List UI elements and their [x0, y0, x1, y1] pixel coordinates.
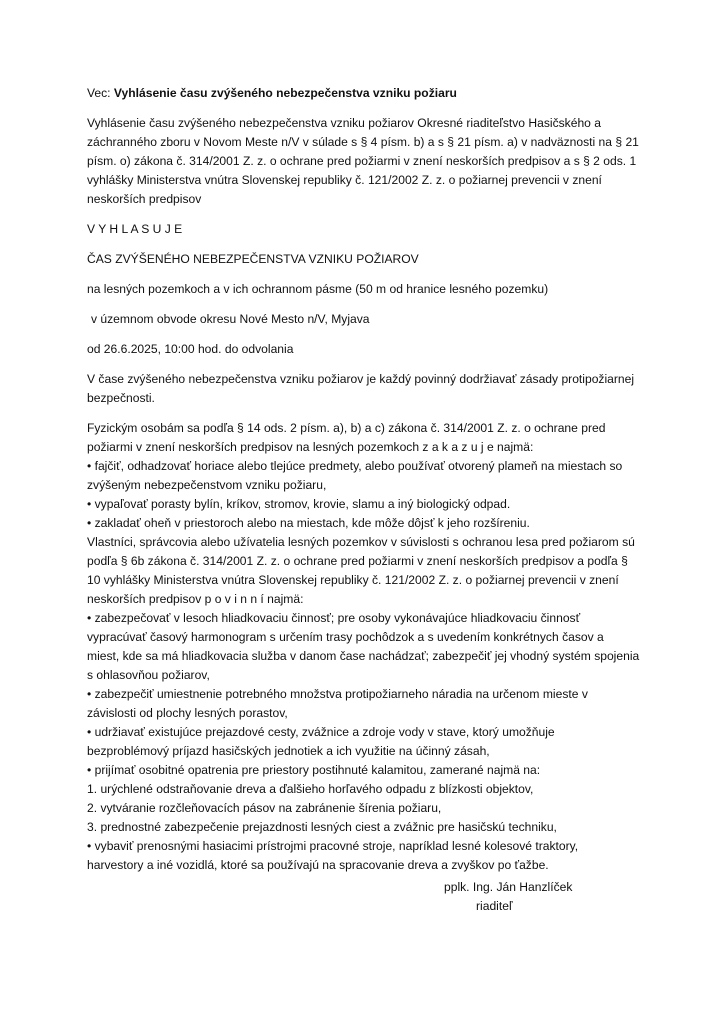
declares-line: V Y H L A S U J E — [87, 222, 183, 236]
rules-line: zvýšeným nebezpečenstvom vzniku požiaru, — [87, 478, 327, 492]
validity-line: od 26.6.2025, 10:00 hod. do odvolania — [87, 342, 294, 356]
rules-line: • vybaviť prenosnými hasiacimi prístrojmi pracovné stroje, napríklad lesné kolesové traktory, — [87, 839, 579, 853]
intro-line: záchranného zboru v Novom Meste n/V v súlade s § 4 písm. b) a s § 21 písm. a) v nadväznosti na § 21 — [87, 135, 639, 149]
rules-line: neskorších predpisov p o v i n n í najmä: — [87, 592, 304, 606]
duty-line: V čase zvýšeného nebezpečenstva vzniku požiarov je každý povinný dodržiavať zásady protipožiarnej — [87, 372, 635, 386]
rules-line: s ohlasovňou požiarov, — [87, 668, 210, 682]
intro-line: neskorších predpisov — [87, 192, 202, 206]
scope-line: na lesných pozemkoch a v ich ochrannom pásme (50 m od hranice lesného pozemku) — [87, 282, 549, 296]
intro-paragraph — [87, 114, 647, 209]
rules-line: Vlastníci, správcovia alebo užívatelia lesných pozemkov v súvislosti s ochranou lesa pred požiarom sú — [87, 535, 635, 549]
intro-line: písm. o) zákona č. 314/2001 Z. z. o ochrane pred požiarmi v znení neskorších predpisov a s § 2 ods. 1 — [87, 154, 637, 168]
document-body — [87, 84, 647, 875]
intro-line: vyhlášky Ministerstva vnútra Slovenskej republiky č. 121/2002 Z. z. o požiarnej prevencii v znení — [87, 173, 602, 187]
rules-line: závislosti od plochy lesných porastov, — [87, 706, 288, 720]
signatory-role: riaditeľ — [476, 899, 513, 913]
rules-line: • vypaľovať porasty bylín, kríkov, stromov, krovie, slamu a iný biologický odpad. — [87, 497, 511, 511]
rules-line: bezproblémový príjazd hasičských jednotiek a ich využitie na účinný zásah, — [87, 744, 490, 758]
rules-line: • udržiavať existujúce prejazdové cesty, zvážnice a zdroje vody v stave, ktorý umožňuje — [87, 725, 555, 739]
intro-line: Vyhlásenie času zvýšeného nebezpečenstva vzniku požiarov Okresné riaditeľstvo Hasičského a — [87, 116, 601, 130]
rules-line: Fyzickým osobám sa podľa § 14 ods. 2 písm. a), b) a c) zákona č. 314/2001 Z. z. o ochrane pred — [87, 421, 606, 435]
subject-label: Vec: — [87, 86, 114, 100]
signatory-name: pplk. Ing. Ján Hanzlíček — [444, 880, 573, 894]
rules-line: • zakladať oheň v priestoroch alebo na miestach, kde môže dôjsť k jeho rozšíreniu. — [87, 516, 530, 530]
signature-block — [444, 878, 644, 916]
rules-line: • zabezpečiť umiestnenie potrebného množstva protipožiarneho náradia na určenom mieste v — [87, 687, 588, 701]
rules-line: miest, kde sa má hliadkovacia služba v danom čase nachádzať; zabezpečiť jej vhodný systém spojenia — [87, 649, 640, 663]
rules-line: 2. vytváranie rozčleňovacích pásov na zabránenie šírenia požiaru, — [87, 801, 442, 815]
duty-line: bezpečnosti. — [87, 391, 155, 405]
rules-line: • zabezpečovať v lesoch hliadkovaciu činnosť; pre osoby vykonávajúce hliadkovaciu činnosť — [87, 611, 581, 625]
rules-line: • fajčiť, odhadzovať horiace alebo tlejúce predmety, alebo používať otvorený plameň na miestach so — [87, 459, 623, 473]
rules-line: vypracúvať časový harmonogram s určením trasy pochôdzok a s uvedením konkrétnych časov a — [87, 630, 604, 644]
rules-line: 1. urýchlené odstraňovanie dreva a ďalšieho horľavého odpadu z blízkosti objektov, — [87, 782, 534, 796]
territory-line: v územnom obvode okresu Nové Mesto n/V, Myjava — [91, 312, 370, 326]
rules-line: 3. prednostné zabezpečenie prejazdnosti lesných ciest a zvážnic pre hasičskú techniku, — [87, 820, 557, 834]
declaration-heading: ČAS ZVÝŠENÉHO NEBEZPEČENSTVA VZNIKU POŽIAROV — [87, 252, 419, 266]
subject-title: Vyhlásenie času zvýšeného nebezpečenstva vzniku požiaru — [113, 86, 457, 100]
rules-line: harvestory a iné vozidlá, ktoré sa používajú na spracovanie dreva a zvyškov po ťažbe. — [87, 858, 549, 872]
duty-paragraph — [87, 370, 647, 408]
rules-line: 10 vyhlášky Ministerstva vnútra Slovenskej republiky č. 121/2002 Z. z. o požiarnej prevencii v znení — [87, 573, 619, 587]
subject-line — [87, 84, 647, 103]
rules-paragraph — [87, 419, 647, 875]
rules-line: • prijímať osobitné opatrenia pre priestory postihnuté kalamitou, zamerané najmä na: — [87, 763, 541, 777]
rules-line: podľa § 6b zákona č. 314/2001 Z. z. o ochrane pred požiarmi v znení neskorších predpisov a podľa § — [87, 554, 628, 568]
rules-line: požiarmi v znení neskorších predpisov na lesných pozemkoch z a k a z u j e najmä: — [87, 440, 534, 454]
